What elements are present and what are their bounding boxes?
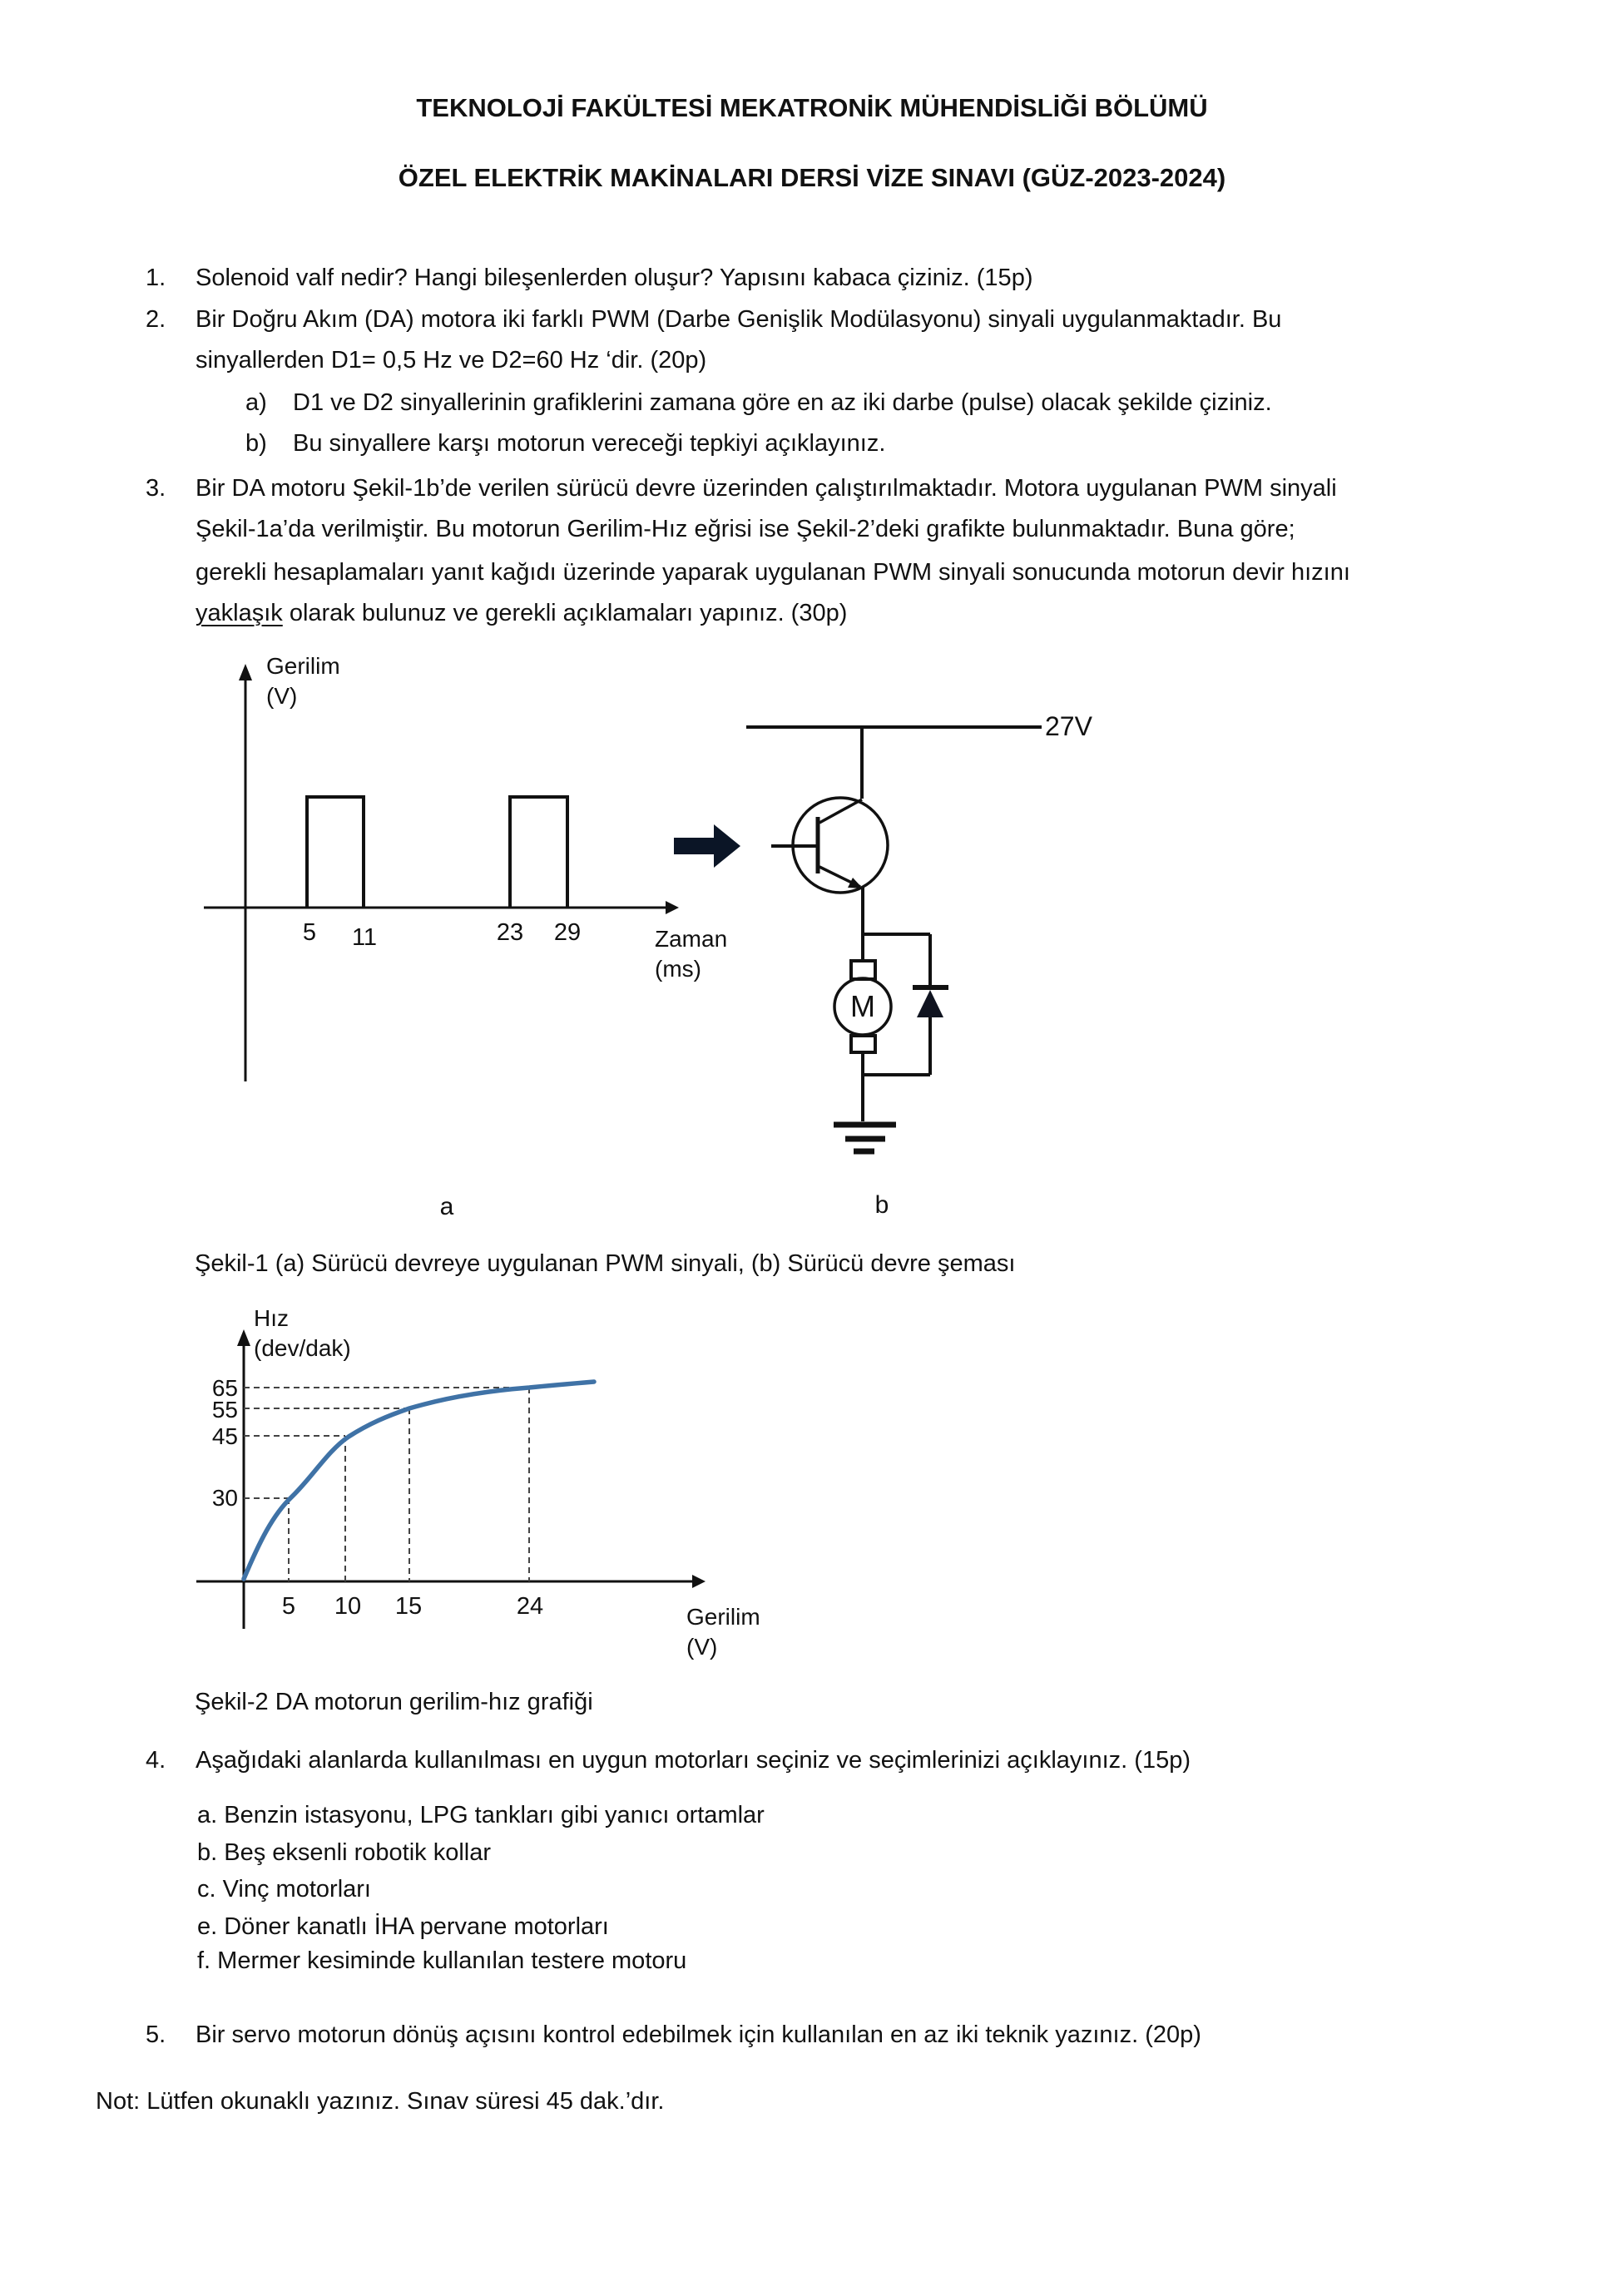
pwm-yunit: (V) <box>266 683 298 709</box>
pwm-tick-5: 5 <box>302 919 317 946</box>
q4-item-b: b. Beş eksenli robotik kollar <box>197 1839 491 1866</box>
speed-voltage-curve <box>244 1382 594 1579</box>
figure2-xtick-10: 10 <box>334 1593 362 1620</box>
pwm-xunit: (ms) <box>655 956 701 982</box>
figure1-sublabel-b: b <box>874 1191 889 1219</box>
q2-number: 2. <box>146 306 166 333</box>
figure2-speed-voltage-chart <box>166 1298 799 1685</box>
figure2-axes <box>196 1333 692 1629</box>
page-title: TEKNOLOJİ FAKÜLTESİ MEKATRONİK MÜHENDİSLİĞİ BÖLÜMÜ <box>416 93 1208 122</box>
q3-line4-rest: olarak bulunuz ve gerekli açıklamaları yapınız. (30p) <box>282 600 848 626</box>
q4-item-f: f. Mermer kesiminde kullanılan testere motoru <box>197 1947 687 1974</box>
q3-underlined-word: yaklaşık <box>196 600 283 626</box>
q2a-text: D1 ve D2 sinyallerinin grafiklerini zamana göre en az iki darbe (pulse) olacak şekilde çiziniz. <box>293 389 1272 416</box>
q2a-label: a) <box>245 389 267 416</box>
figure2-ylabel: Hız <box>254 1305 289 1331</box>
diode-triangle-icon <box>917 990 943 1017</box>
figure2-ytick-55: 55 <box>211 1397 238 1423</box>
figure2-ytick-65: 65 <box>211 1375 238 1401</box>
pwm-pulse-2 <box>510 797 567 908</box>
figure2-xlabel: Gerilim <box>686 1604 760 1630</box>
arrow-right-icon <box>674 824 740 868</box>
pwm-ylabel: Gerilim <box>266 653 340 679</box>
pwm-tick-23: 23 <box>496 919 524 946</box>
q3-number: 3. <box>146 475 166 502</box>
q4-item-c: c. Vinç motorları <box>197 1876 371 1903</box>
pwm-tick-29: 29 <box>553 919 582 946</box>
pwm-xlabel: Zaman <box>655 926 728 952</box>
figure2-x-axis-arrow-icon <box>692 1575 706 1588</box>
q4-number: 4. <box>146 1747 166 1774</box>
exam-note: Not: Lütfen okunaklı yazınız. Sınav süresi 45 dak.’dır. <box>96 2088 665 2115</box>
q3-text-line3: gerekli hesaplamaları yanıt kağıdı üzerinde yaparak uygulanan PWM sinyali sonucunda motorun devir hızını <box>196 559 1350 586</box>
q5-number: 5. <box>146 2021 166 2048</box>
motor-terminal-bottom <box>851 1036 875 1052</box>
figure2-xtick-5: 5 <box>281 1593 296 1620</box>
figure2-ytick-30: 30 <box>211 1485 238 1511</box>
motor-terminal-top <box>851 961 875 979</box>
q1-number: 1. <box>146 265 166 291</box>
figure2-xtick-24: 24 <box>516 1593 544 1620</box>
figure2-svg <box>166 1298 799 1680</box>
q2-text-line1: Bir Doğru Akım (DA) motora iki farklı PWM (Darbe Genişlik Modülasyonu) sinyali uygulanmaktadır. Bu <box>196 306 1282 333</box>
motor-letter: M <box>850 989 875 1023</box>
figure1-svg <box>191 641 1123 1223</box>
figure2-yunit: (dev/dak) <box>254 1335 351 1361</box>
figure1-caption: Şekil-1 (a) Sürücü devreye uygulanan PWM sinyali, (b) Sürücü devre şeması <box>195 1250 1016 1277</box>
figure2-xtick-15: 15 <box>394 1593 423 1620</box>
transistor-collector-lead <box>819 799 862 823</box>
pwm-plot <box>204 669 666 1081</box>
q2b-label: b) <box>245 430 267 457</box>
q1-text: Solenoid valf nedir? Hangi bileşenlerden oluşur? Yapısını kabaca çiziniz. (15p) <box>196 265 1033 291</box>
supply-voltage-label: 27V <box>1045 711 1092 741</box>
q2b-text: Bu sinyallere karşı motorun vereceği tepkiyi açıklayınız. <box>293 430 886 457</box>
q3-text-line4 <box>196 600 847 627</box>
figure1-pwm-and-circuit <box>191 641 1123 1227</box>
figure2-ytick-45: 45 <box>211 1423 238 1449</box>
q4-item-e: e. Döner kanatlı İHA pervane motorları <box>197 1913 609 1940</box>
pwm-pulse-1 <box>307 797 364 908</box>
pwm-x-axis-arrow-icon <box>666 901 679 914</box>
driver-circuit <box>746 727 1042 1121</box>
q2-text-line2: sinyallerden D1= 0,5 Hz ve D2=60 Hz ‘dir. (20p) <box>196 347 707 374</box>
q5-text: Bir servo motorun dönüş açısını kontrol edebilmek için kullanılan en az iki teknik yazınız. (20p) <box>196 2021 1201 2048</box>
q4-text: Aşağıdaki alanlarda kullanılması en uygun motorları seçiniz ve seçimlerinizi açıklayınız. (15p) <box>196 1747 1191 1774</box>
pwm-tick-11: 11 <box>351 924 378 951</box>
q3-text-line2: Şekil-1a’da verilmiştir. Bu motorun Gerilim-Hız eğrisi ise Şekil-2’deki grafikte bulunmaktadır. Buna göre; <box>196 516 1295 542</box>
figure2-y-axis-arrow-icon <box>237 1329 250 1346</box>
page-subtitle: ÖZEL ELEKTRİK MAKİNALARI DERSİ VİZE SINAVI (GÜZ-2023-2024) <box>398 163 1226 192</box>
figure1-sublabel-a: a <box>439 1193 454 1220</box>
q4-item-a: a. Benzin istasyonu, LPG tankları gibi yanıcı ortamlar <box>197 1802 765 1828</box>
q3-text-line1: Bir DA motoru Şekil-1b’de verilen sürücü devre üzerinden çalıştırılmaktadır. Motora uygulanan PWM sinyali <box>196 475 1337 502</box>
pwm-y-axis-arrow-icon <box>239 664 252 680</box>
figure2-xunit: (V) <box>686 1634 718 1660</box>
ground-icon <box>834 1125 896 1151</box>
figure2-caption: Şekil-2 DA motorun gerilim-hız grafiği <box>195 1689 593 1715</box>
